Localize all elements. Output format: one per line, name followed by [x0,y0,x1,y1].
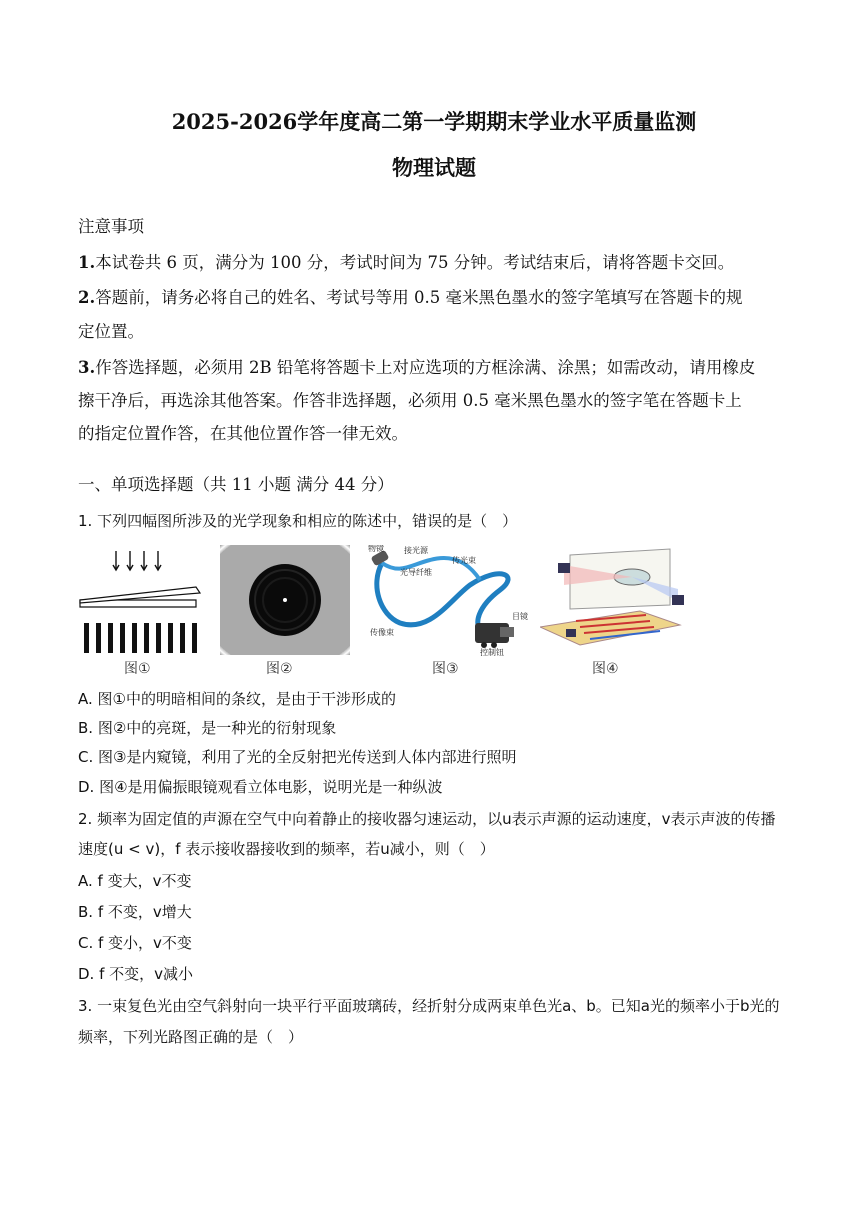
notice-item-2 [78,281,798,315]
q1-option-c: C. 图③是内窥镜，利用了光的全反射把光传送到人体内部进行照明 [78,748,517,766]
notice-item-3-num: 3. [78,358,96,377]
q2-option-b: B. f 不变，v增大 [78,903,192,921]
question-3-stem-l1: 3. 一束复色光由空气斜射向一块平行平面玻璃砖，经折射分成两束单色光a、b。已知a光的频率小于b光的 [78,997,780,1015]
fig3-label-eyepiece: 目镜 [512,612,528,621]
figure-4-caption: 图④ [592,661,619,677]
figure-1-caption: 图① [124,661,151,677]
question-2-stem-l1: 2. 频率为固定值的声源在空气中向着静止的接收器匀速运动，以u表示声源的运动速度，v表示声波的传播 [78,810,776,828]
notice-item-3 [78,351,798,385]
notice-item-2-num: 2. [78,288,96,307]
notice-item-3-text-l3: 的指定位置作答，在其他位置作答一律无效。 [78,424,408,443]
notice-item-2-text-l2: 定位置。 [78,322,144,341]
notice-item-2-text-l1: 答题前，请务必将自己的姓名、考试号等用 0.5 毫米黑色墨水的签字笔填写在答题卡的规 [95,288,743,307]
q2-option-a: A. f 变大，v不变 [78,872,192,890]
figure-2-caption: 图② [266,661,293,677]
fig3-label-light-source: 接光源 [404,546,428,555]
exam-title: 2025-2026学年度高二第一学期期末学业水平质量监测 [171,109,697,134]
notice-item-1-text: 本试卷共 6 页，满分为 100 分，考试时间为 75 分钟。考试结束后，请将答题卡交回。 [95,253,735,272]
exam-subtitle: 物理试题 [392,155,476,180]
question-3-stem-l2: 频率，下列光路图正确的是（ ） [78,1028,304,1046]
figure-3-caption: 图③ [432,661,459,677]
figure-4-3d-cinema [540,545,690,655]
q1-option-b: B. 图②中的亮斑，是一种光的衍射现象 [78,719,337,737]
notice-item-3-text-l1: 作答选择题，必须用 2B 铅笔将答题卡上对应选项的方框涂满、涂黑；如需改动，请用橡皮 [95,358,756,377]
question-2-stem-l2: 速度(u < v)，f 表示接收器接收到的频率，若u减小，则（ ） [78,840,495,858]
q2-option-c: C. f 变小，v不变 [78,934,192,952]
notice-item-1-num: 1. [78,253,96,272]
fig3-label-fiber: 光导纤维 [400,568,432,577]
figure-1-wedge-fringes [78,545,208,655]
q1-option-a: A. 图①中的明暗相间的条纹，是由于干涉形成的 [78,690,396,708]
fig3-label-knob: 控制钮 [480,648,504,657]
question-1-stem: 1. 下列四幅图所涉及的光学现象和相应的陈述中，错误的是（ ） [78,512,518,530]
figure-2-diffraction-rings [220,545,350,655]
q1-option-d: D. 图④是用偏振眼镜观看立体电影，说明光是一种纵波 [78,778,443,796]
section-heading: 一、单项选择题（共 11 小题 满分 44 分） [78,475,394,494]
notice-item-3-text-l2: 擦干净后，再选涂其他答案。作答非选择题，必须用 0.5 毫米黑色墨水的签字笔在答题卡上 [78,391,742,410]
fig3-label-light-beam: 传光束 [452,556,476,565]
notice-heading: 注意事项 [78,217,144,236]
figure-3-endoscope [360,545,530,657]
q2-option-d: D. f 不变，v减小 [78,965,194,983]
fig3-label-image-beam: 传像束 [370,628,394,637]
notice-item-1 [78,246,798,280]
fig3-label-objective: 物镜 [368,545,384,553]
